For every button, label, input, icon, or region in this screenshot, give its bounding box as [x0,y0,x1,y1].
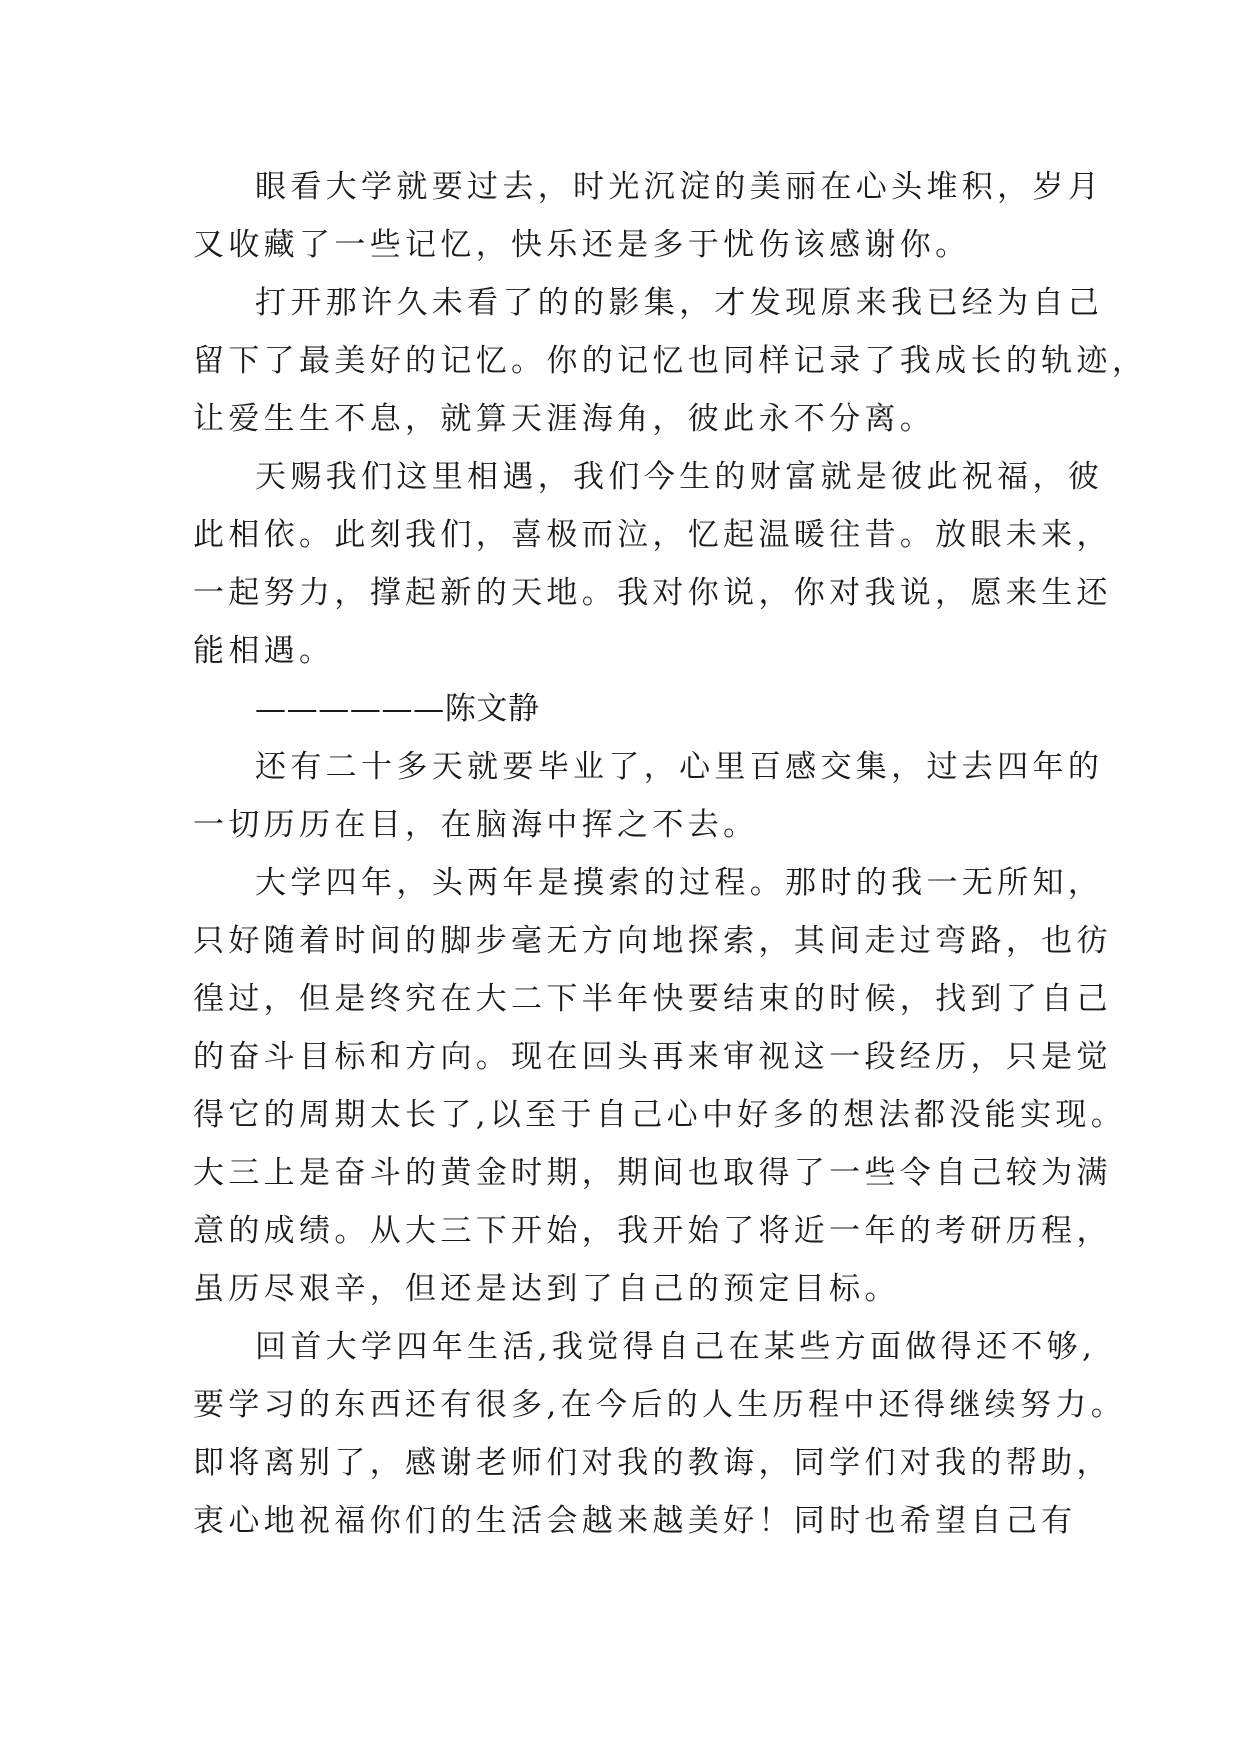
text-line: 的奋斗目标和方向。现在回头再来审视这一段经历，只是觉 [193,1039,1112,1075]
text-line: 即将离别了，感谢老师们对我的教诲，同学们对我的帮助， [193,1445,1112,1481]
text-line: 虽历尽艰辛，但还是达到了自己的预定目标。 [193,1271,900,1307]
text-line: 又收藏了一些记忆，快乐还是多于忧伤该感谢你。 [193,227,971,263]
text-line: 回首大学四年生活,我觉得自己在某些方面做得还不够, [255,1329,1097,1365]
text-line: 留下了最美好的记忆。你的记忆也同样记录了我成长的轨迹， [193,343,1148,379]
text-line: 大学四年，头两年是摸索的过程。那时的我一无所知， [255,865,1104,901]
text-line: 打开那许久未看了的的影集，才发现原来我已经为自己 [255,285,1104,321]
text-line: 能相遇。 [193,633,335,669]
author-signature: ——————陈文静 [255,691,540,727]
text-line: 大三上是奋斗的黄金时期，期间也取得了一些令自己较为满 [193,1155,1112,1191]
text-line: 此相依。此刻我们，喜极而泣，忆起温暖往昔。放眼未来， [193,517,1112,553]
text-line: 要学习的东西还有很多,在今后的人生历程中还得继续努力。 [193,1387,1127,1423]
text-line: 天赐我们这里相遇，我们今生的财富就是彼此祝福，彼 [255,459,1104,495]
text-line: 让爱生生不息，就算天涯海角，彼此永不分离。 [193,401,936,437]
text-line: 徨过，但是终究在大二下半年快要结束的时候，找到了自己 [193,981,1112,1017]
text-line: 得它的周期太长了,以至于自己心中好多的想法都没能实现。 [193,1097,1127,1133]
text-line: 一起努力，撑起新的天地。我对你说，你对我说，愿来生还 [193,575,1112,611]
text-line: 还有二十多天就要毕业了，心里百感交集，过去四年的 [255,749,1104,785]
text-line: 一切历历在目，在脑海中挥之不去。 [193,807,759,843]
text-line: 只好随着时间的脚步毫无方向地探索，其间走过弯路，也彷 [193,923,1112,959]
text-line: 眼看大学就要过去，时光沉淀的美丽在心头堆积，岁月 [255,169,1104,205]
text-line: 衷心地祝福你们的生活会越来越美好！同时也希望自己有 [193,1503,1077,1539]
text-line: 意的成绩。从大三下开始，我开始了将近一年的考研历程， [193,1213,1112,1249]
